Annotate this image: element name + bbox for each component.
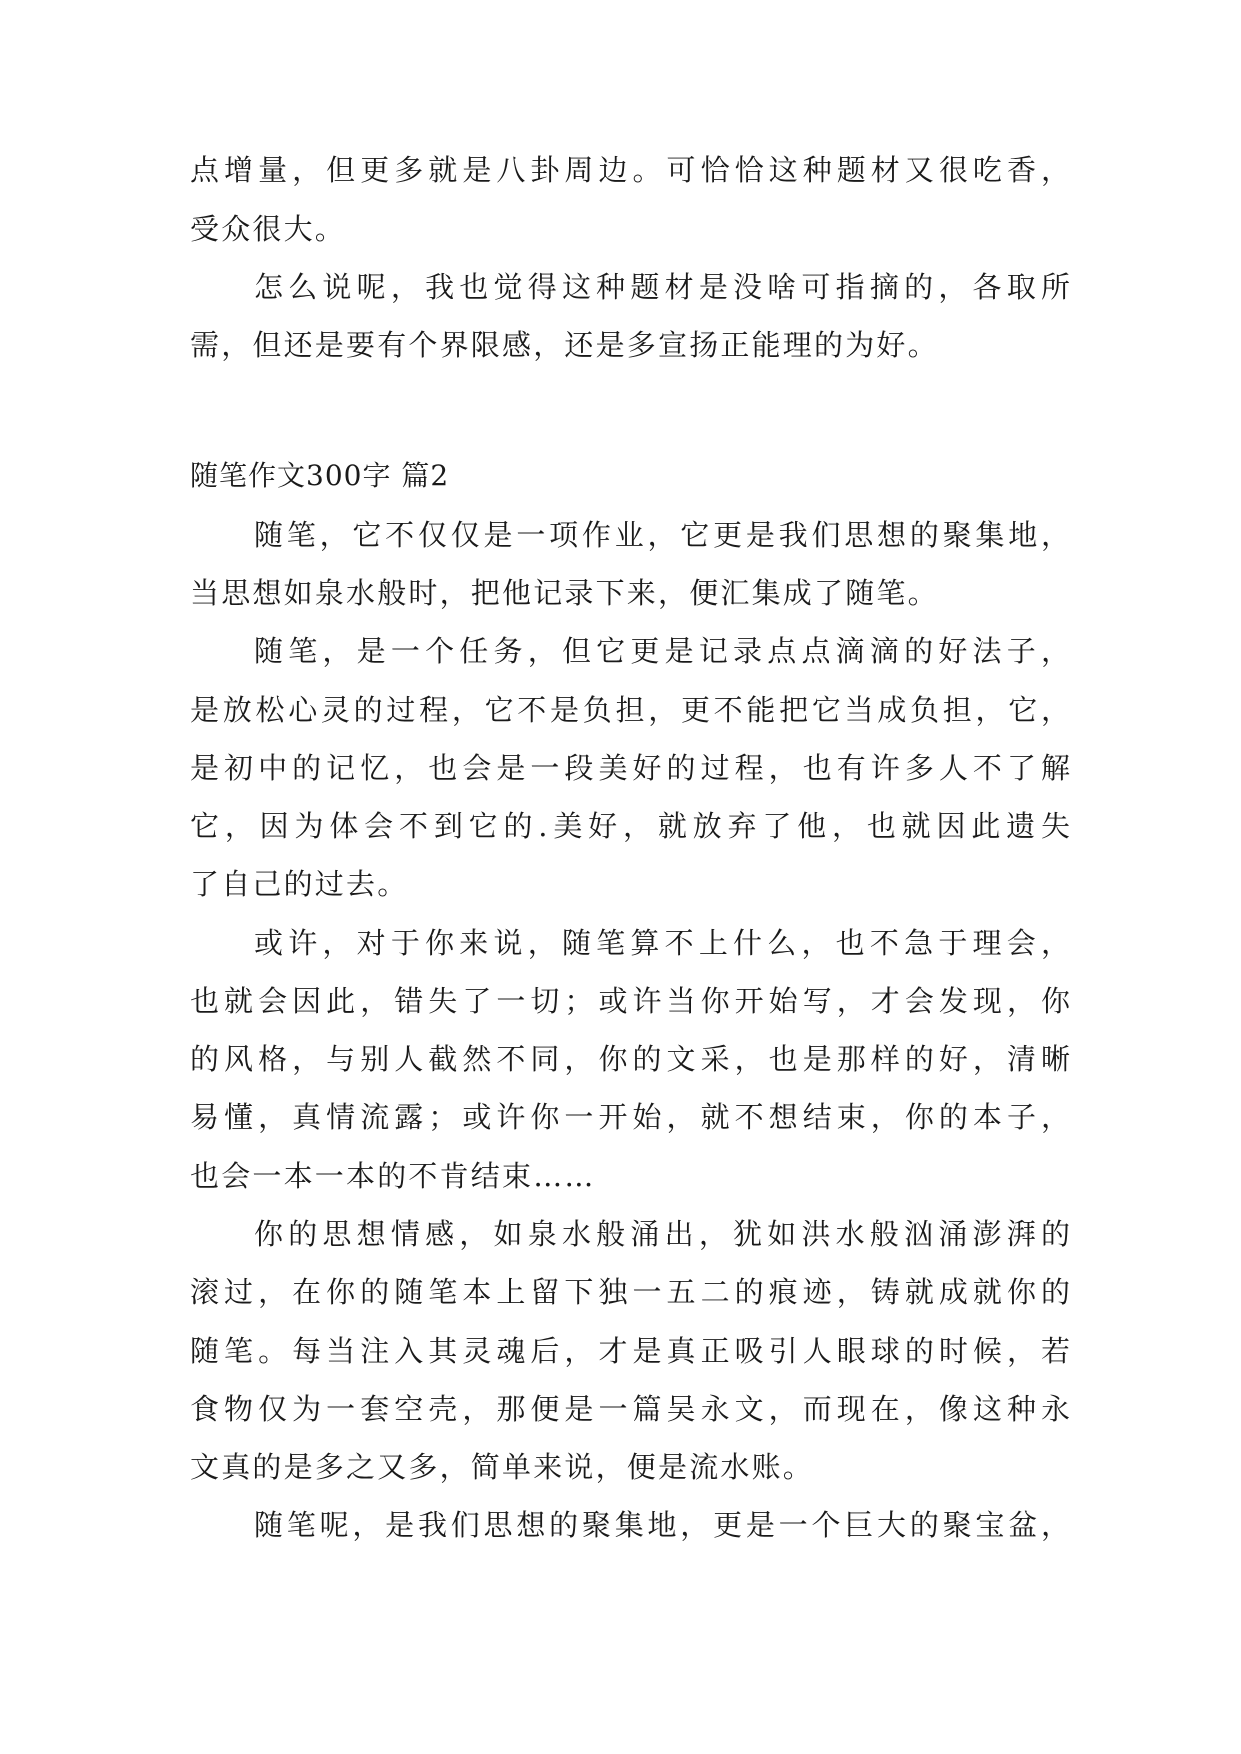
paragraph-3-line-2: 也就会因此，错失了一切；或许当你开始写，才会发现，你 <box>190 984 1070 1018</box>
paragraph-2-line-3: 是初中的记忆，也会是一段美好的过程，也有许多人不了解 <box>190 751 1070 785</box>
section-title: 随笔作文300字 篇2 <box>190 459 450 492</box>
paragraph-2-line-4: 它，因为体会不到它的.美好，就放弃了他，也就因此遗失 <box>190 809 1070 843</box>
intro-paragraph-1-line-1: 点增量，但更多就是八卦周边。可恰恰这种题材又很吃香， <box>190 153 1070 187</box>
paragraph-3-line-1: 或许，对于你来说，随笔算不上什么，也不急于理会， <box>254 926 1070 960</box>
paragraph-1-line-2: 当思想如泉水般时，把他记录下来，便汇集成了随笔。 <box>190 576 939 610</box>
paragraph-4-line-2: 滚过，在你的随笔本上留下独一五二的痕迹，铸就成就你的 <box>190 1275 1070 1309</box>
paragraph-4-line-4: 食物仅为一套空壳，那便是一篇吴永文，而现在，像这种永 <box>190 1392 1070 1426</box>
paragraph-5-line-1: 随笔呢，是我们思想的聚集地，更是一个巨大的聚宝盆， <box>254 1508 1070 1542</box>
paragraph-4-line-3: 随笔。每当注入其灵魂后，才是真正吸引人眼球的时候，若 <box>190 1334 1070 1368</box>
intro-paragraph-2-line-2: 需，但还是要有个界限感，还是多宣扬正能理的为好。 <box>190 328 939 362</box>
paragraph-4-line-1: 你的思想情感，如泉水般涌出，犹如洪水般汹涌澎湃的 <box>254 1217 1070 1251</box>
paragraph-3-line-3: 的风格，与别人截然不同，你的文采，也是那样的好，清晰 <box>190 1042 1070 1076</box>
paragraph-2-line-1: 随笔，是一个任务，但它更是记录点点滴滴的好法子， <box>254 634 1070 668</box>
paragraph-3-line-4: 易懂，真情流露；或许你一开始，就不想结束，你的本子， <box>190 1100 1070 1134</box>
paragraph-3-line-5: 也会一本一本的不肯结束…… <box>190 1159 596 1193</box>
paragraph-2-line-5: 了自己的过去。 <box>190 867 409 901</box>
intro-paragraph-1-line-2: 受众很大。 <box>190 212 347 246</box>
paragraph-2-line-2: 是放松心灵的过程，它不是负担，更不能把它当成负担，它， <box>190 693 1070 727</box>
intro-paragraph-2-line-1: 怎么说呢，我也觉得这种题材是没啥可指摘的，各取所 <box>254 270 1070 304</box>
paragraph-4-line-5: 文真的是多之又多，简单来说，便是流水账。 <box>190 1450 815 1484</box>
paragraph-1-line-1: 随笔，它不仅仅是一项作业，它更是我们思想的聚集地， <box>254 518 1070 552</box>
